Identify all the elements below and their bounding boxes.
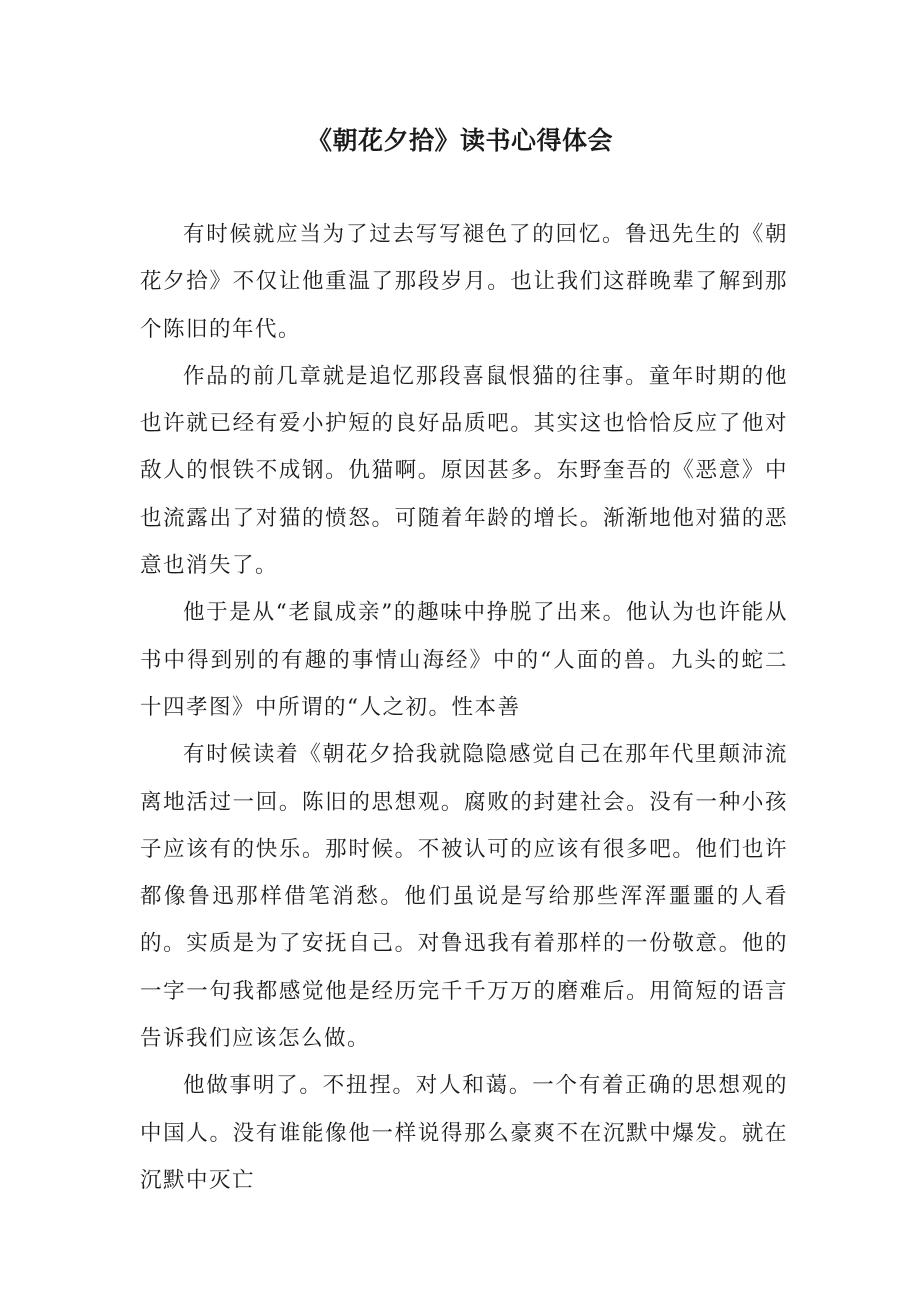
paragraph-5: 他做事明了。不扭捏。对人和蔼。一个有着正确的思想观的中国人。没有谁能像他一样说得那么豪爽不在沉默中爆发。就在沉默中灭亡 (140, 1073, 788, 1193)
paragraph-1: 有时候就应当为了过去写写褪色了的回忆。鲁迅先生的《朝花夕拾》不仅让他重温了那段岁月。也让我们这群晚辈了解到那个陈旧的年代。 (140, 222, 788, 342)
paragraph-4: 有时候读着《朝花夕拾我就隐隐感觉自己在那年代里颠沛流离地活过一回。陈旧的思想观。腐败的封建社会。没有一种小孩子应该有的快乐。那时候。不被认可的应该有很多吧。他们也许都像鲁迅那样借笔消愁。他们虽说是写给那些浑浑噩噩的人看的。实质是为了安抚自己。对鲁迅我有着那样的一份敬意。他的一字一句我都感觉他是经历完千千万万的磨难后。用简短的语言告诉我们应该怎么做。 (140, 742, 788, 1052)
document-body (140, 211, 788, 1204)
paragraph-3: 他于是从“老鼠成亲”的趣味中挣脱了出来。他认为也许能从书中得到别的有趣的事情山海经》中的“人面的兽。九头的蛇二十四孝图》中所谓的“人之初。性本善 (140, 600, 788, 720)
document-title: 《朝花夕拾》读书心得体会 (306, 126, 613, 155)
paragraph-2: 作品的前几章就是追忆那段喜鼠恨猫的往事。童年时期的他也许就已经有爱小护短的良好品质吧。其实这也恰恰反应了他对敌人的恨铁不成钢。仇猫啊。原因甚多。东野奎吾的《恶意》中也流露出了对猫的愤怒。可随着年龄的增长。渐渐地他对猫的恶意也消失了。 (140, 363, 788, 579)
